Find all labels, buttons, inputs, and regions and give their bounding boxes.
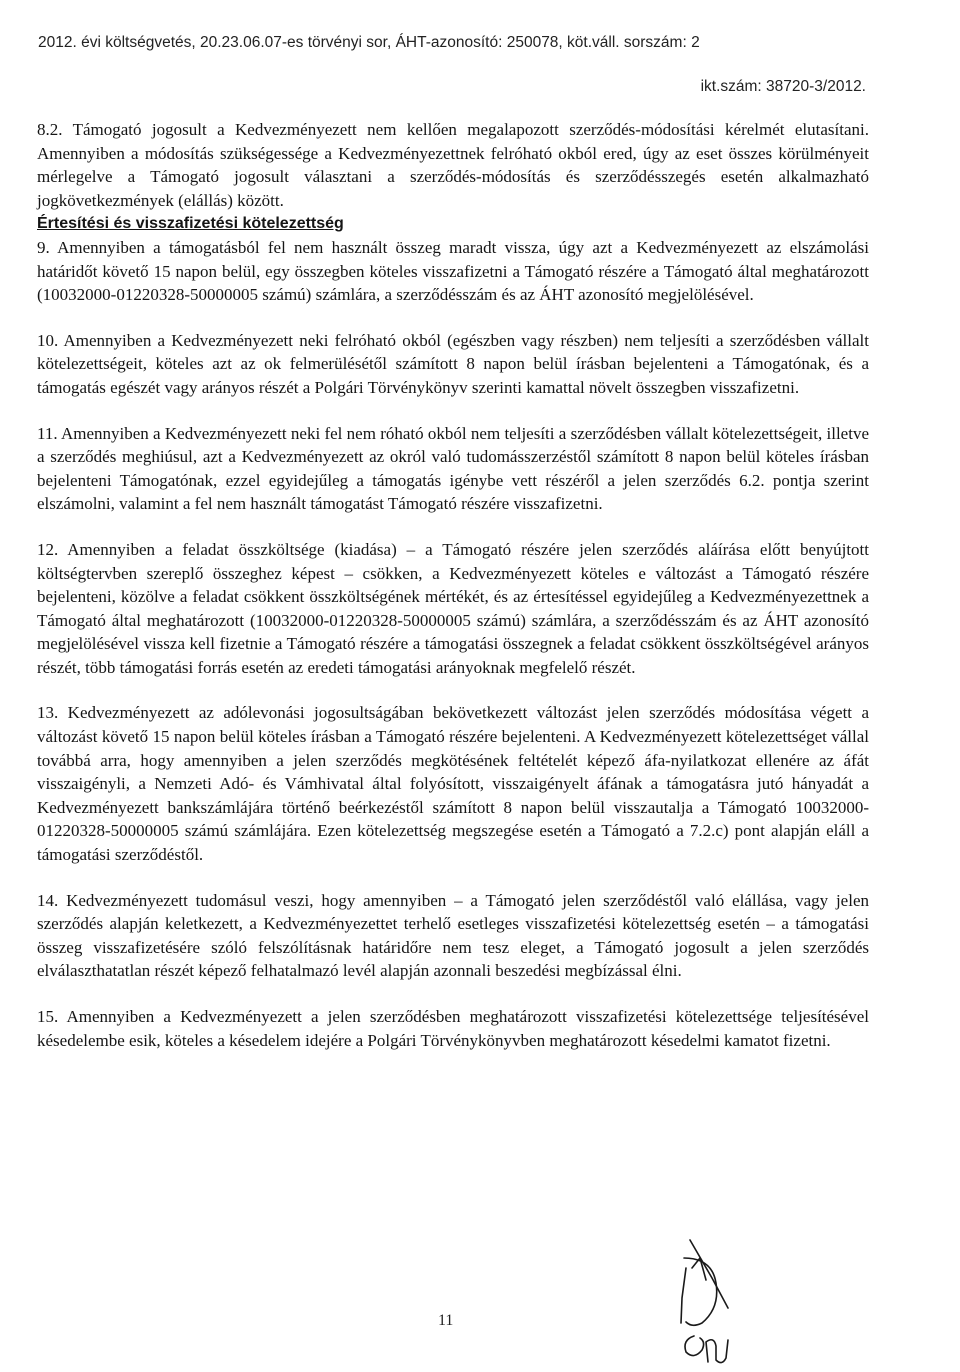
document-body bbox=[37, 118, 869, 1052]
section-heading: Értesítési és visszafizetési kötelezettség bbox=[37, 215, 344, 233]
page-number: 11 bbox=[438, 1312, 454, 1329]
paragraph-15: 15. Amennyiben a Kedvezményezett a jelen szerződésben meghatározott visszafizetési kötelezettsége teljesítésével késedelembe esik, köteles a késedelem idejére a Polgári Törvénykönyvben meghatározott késedelmi kamatot fizetni. bbox=[37, 1007, 869, 1050]
paragraph-14: 14. Kedvezményezett tudomásul veszi, hogy amennyiben – a Támogató jelen szerződéstől való elállása, vagy jelen szerződés alapján keletkezett, a Kedvezményezettet terhelő esetleges visszafizetési kötelezettség esetén – a támogatási összeg visszafizetésére szóló felszólításnak határidőre nem tesz eleget, a Támogató jogosult a jelen szerződés elválaszthatatlan részét képező felhatalmazó levél alapján azonnali beszedési megbízással élni. bbox=[37, 890, 869, 981]
paragraph-8-2: 8.2. Támogató jogosult a Kedvezményezett nem kellően megalapozott szerződés-módosítási kérelmét elutasítani. Amennyiben a módosítás szükségessége a Kedvezményezettnek felróható okból ered, úgy az eset összes körülményeit mérlegelve a Támogató jogosult választani a szerződés-módosítás és szerződésszegés esetén alkalmazható jogkövetkezmények (elállás) között. bbox=[37, 120, 869, 210]
paragraph-11: 11. Amennyiben a Kedvezményezett neki fel nem róható okból nem teljesíti a szerződésben vállalt kötelezettségeit, illetve a szerződés meghiúsul, azt a Kedvezményezett az okról való tudomásszerzéstől számított 8 napon belül köteles írásban bejelenteni Támogatónak, ezzel egyidejűleg a támogatás igénybe vett részéről a jelen szerződés 6.2. pontja szerint elszámolni, valamint a fel nem használt támogatást Támogató részére visszafizetni. bbox=[37, 423, 869, 514]
paragraph-9: 9. Amennyiben a támogatásból fel nem használt összeg maradt vissza, úgy azt a Kedvezményezett az elszámolási határidőt követő 15 napon belül, egy összegben köteles visszafizetni a Támogató részére a Támogató által meghatározott (10032000-01220328-50000005 számú) számlára, a szerződésszám és az ÁHT azonosító megjelölésével. bbox=[37, 237, 869, 305]
paragraph-13: 13. Kedvezményezett az adólevonási jogosultságában bekövetkezett változást jelen szerződés módosítása végett a változást követő 15 napon belül köteles írásban a Támogató részére bejelenteni. A Kedvezményezett kötelezettséget vállal továbbá arra, hogy amennyiben a jelen szerződés megkötésének feltételét képező áfa-nyilatkozat ellenére az áfát visszaigényli, a Nemzeti Adó- és Vámhivatal által folyósított, visszaigényelt áfának a támogatásra jutó hányadát a Kedvezményezett bankszámlájára történő beérkezéstől számított 8 napon belül visszautalja a Támogató 10032000-01220328-50000005 számú számlájára. Ezen kötelezettség megszegése esetén a Támogató a 7.2.c) pont alapján eláll a támogatási szerződéstől. bbox=[37, 703, 869, 865]
paragraph-10: 10. Amennyiben a Kedvezményezett neki felróható okból (egészben vagy részben) nem teljesíti a szerződésben vállalt kötelezettségeit, köteles azt az ok felmerülésétől számított 8 napon belül írásban bejelenteni a Támogatónak, és a támogatás egészét vagy arányos részét a Polgári Törvénykönyv szerinti kamattal növelt összegben visszafizetni. bbox=[37, 330, 869, 397]
file-number: ikt.szám: 38720-3/2012. bbox=[700, 78, 866, 95]
document-header: 2012. évi költségvetés, 20.23.06.07-es törvényi sor, ÁHT-azonosító: 250078, köt.váll. sorszám: 2 bbox=[38, 34, 700, 51]
paragraph-12: 12. Amennyiben a feladat összköltsége (kiadása) – a Támogató részére jelen szerződés aláírása előtt benyújtott költségtervben szereplő összeghez képest – csökken, a Kedvezményezett köteles e változást a Támogató részére bejelenteni, közölve a feladat csökkent összköltségének mértékét, és az értesítéssel egyidejűleg a Kedvezményezettnek a Támogató által meghatározott (10032000-01220328-50000005 számú) számlára, a szerződésszám és az ÁHT azonosító megjelölésével vissza kell fizetnie a Támogató részére a támogatási összegnek a feladat csökkent összköltségével arányos részét, több támogatási forrás esetén az eredeti támogatási arányoknak megfelelő részét. bbox=[37, 539, 869, 677]
signature-initials bbox=[672, 1228, 752, 1368]
